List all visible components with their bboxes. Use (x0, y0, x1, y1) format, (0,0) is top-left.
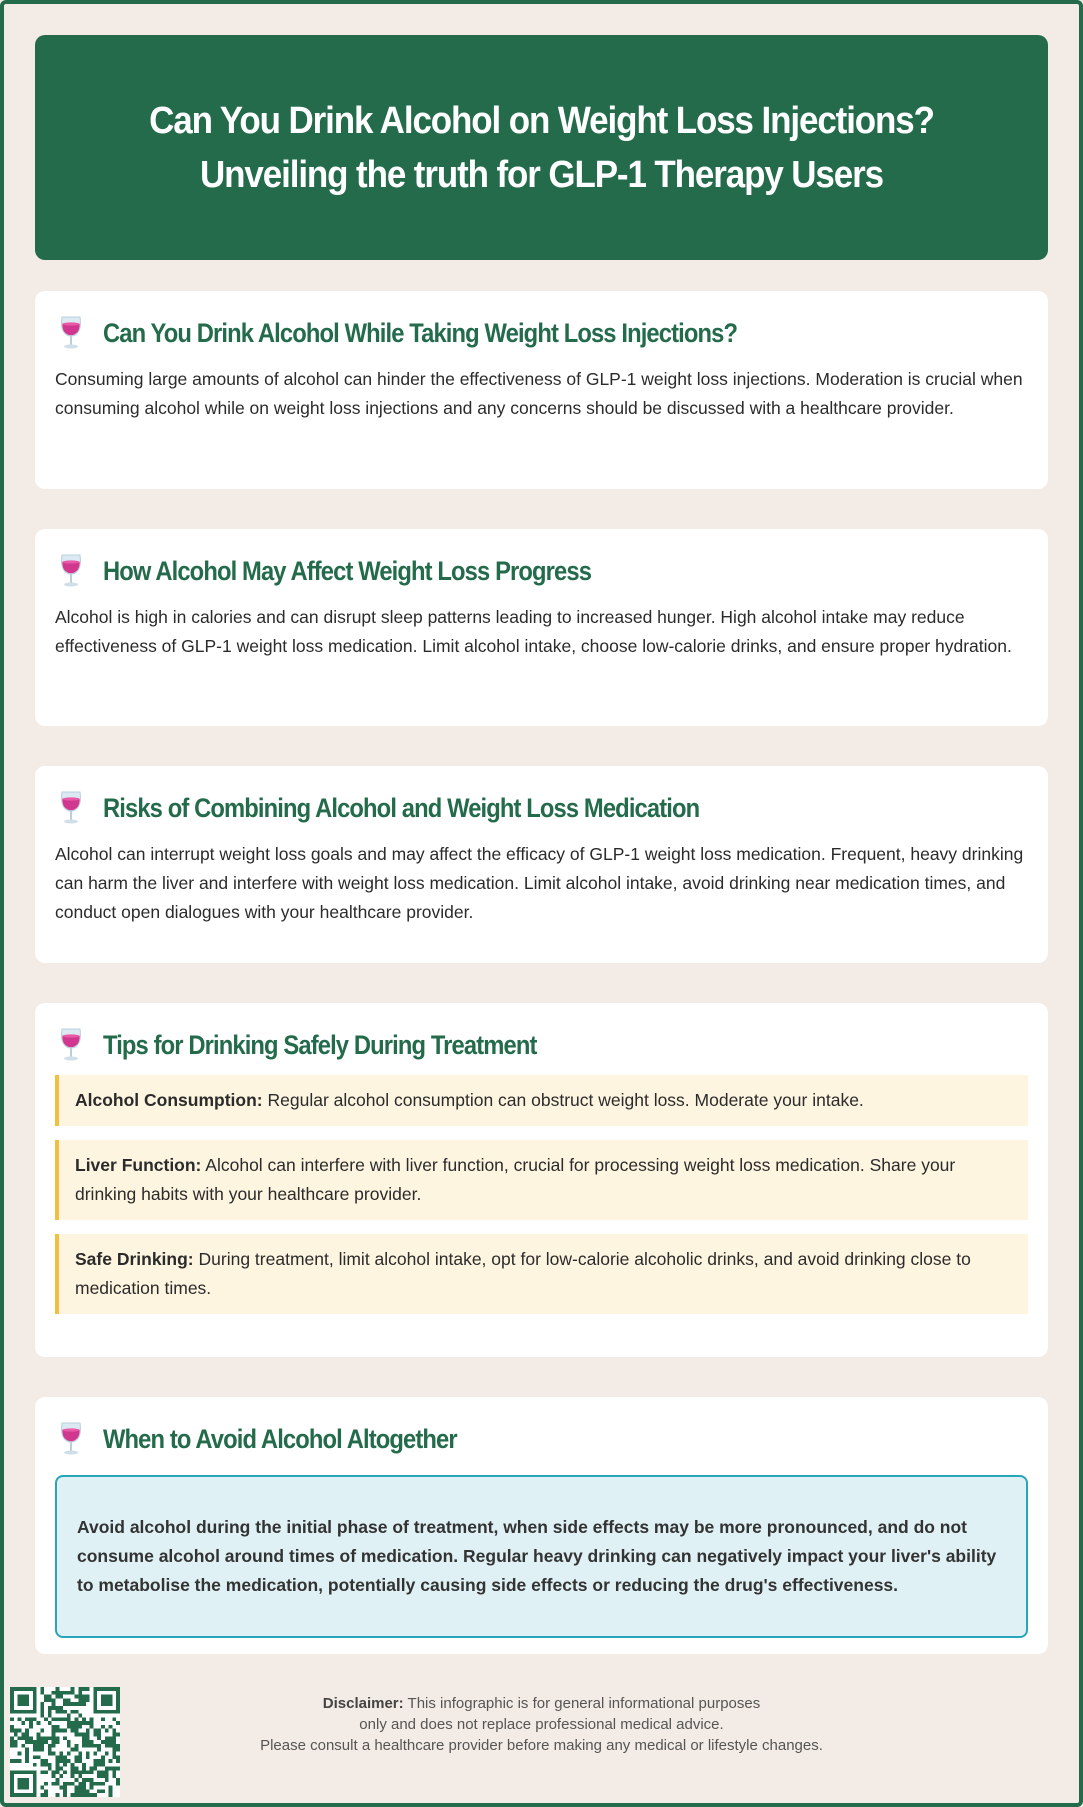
section-card-drink-alcohol (35, 291, 1048, 489)
section-body: Consuming large amounts of alcohol can hinder the effectiveness of GLP-1 weight loss injections. Moderation is crucial when consuming alcohol while on weight loss injections and any concerns should be discussed with a healthcare provider. (55, 369, 1023, 418)
section-card-risks (35, 766, 1048, 963)
tip-item-alcohol-consumption (55, 1075, 1028, 1126)
section-body: Alcohol can interrupt weight loss goals and may affect the efficacy of GLP-1 weight loss medication. Frequent, heavy drinking can harm the liver and interfere with weight loss medication. Limit alcohol intake, avoid drinking near medication times, and conduct open dialogues with your healthcare provider. (55, 844, 1024, 922)
tip-label: Liver Function: (75, 1155, 202, 1175)
disclaimer-line-2: only and does not replace professional medical advice. (359, 1716, 724, 1733)
wine-glass-icon (55, 1421, 87, 1457)
section-card-weight-loss-progress (35, 529, 1048, 726)
page-title: Can You Drink Alcohol on Weight Loss Injections? Unveiling the truth for GLP-1 Therapy Users (149, 99, 934, 196)
section-heading (55, 313, 1028, 353)
disclaimer-label: Disclaimer: (322, 1695, 404, 1712)
section-card-tips (35, 1003, 1048, 1357)
tip-label: Safe Drinking: (75, 1249, 194, 1269)
tip-item-liver-function (55, 1140, 1028, 1220)
wine-glass-icon (55, 315, 87, 351)
section-title: Can You Drink Alcohol While Taking Weight Loss Injections? (103, 317, 738, 348)
wine-glass-icon (55, 790, 87, 826)
section-title: Tips for Drinking Safely During Treatment (103, 1029, 537, 1060)
wine-glass-icon (55, 553, 87, 589)
tip-text: During treatment, limit alcohol intake, opt for low-calorie alcoholic drinks, and avoid drinking close to medication times. (75, 1249, 971, 1298)
disclaimer (200, 1693, 883, 1756)
tip-text: Alcohol can interfere with liver function, crucial for processing weight loss medication. Share your drinking habits with your healthcare provider. (75, 1155, 956, 1204)
tip-label: Alcohol Consumption: (75, 1090, 263, 1110)
disclaimer-line-1: This infographic is for general informational purposes (407, 1695, 761, 1712)
section-card-avoid-alcohol (35, 1397, 1048, 1654)
section-heading (55, 1419, 1028, 1459)
section-heading (55, 551, 1028, 591)
section-heading (55, 1025, 1028, 1065)
qr-code[interactable] (10, 1687, 120, 1797)
section-title: When to Avoid Alcohol Altogether (103, 1423, 457, 1454)
section-body: Alcohol is high in calories and can disrupt sleep patterns leading to increased hunger. High alcohol intake may reduce effectiveness of GLP-1 weight loss medication. Limit alcohol intake, choose low-calorie drinks, and ensure proper hydration. (55, 607, 1012, 656)
warning-callout: Avoid alcohol during the initial phase of treatment, when side effects may be more pronounced, and do not consume alcohol around times of medication. Regular heavy drinking can negatively impact your liver's ability to metabolise the medication, potentially causing side effects or reducing the drug's effectiveness. (55, 1475, 1028, 1638)
section-title: How Alcohol May Affect Weight Loss Progress (103, 555, 592, 586)
disclaimer-line-3: Please consult a healthcare provider before making any medical or lifestyle changes. (260, 1737, 823, 1754)
section-heading (55, 788, 1028, 828)
tip-item-safe-drinking (55, 1234, 1028, 1314)
header-banner (35, 35, 1048, 260)
wine-glass-icon (55, 1027, 87, 1063)
tip-text: Regular alcohol consumption can obstruct weight loss. Moderate your intake. (267, 1090, 864, 1110)
section-title: Risks of Combining Alcohol and Weight Loss Medication (103, 792, 700, 823)
tips-list (55, 1075, 1028, 1314)
